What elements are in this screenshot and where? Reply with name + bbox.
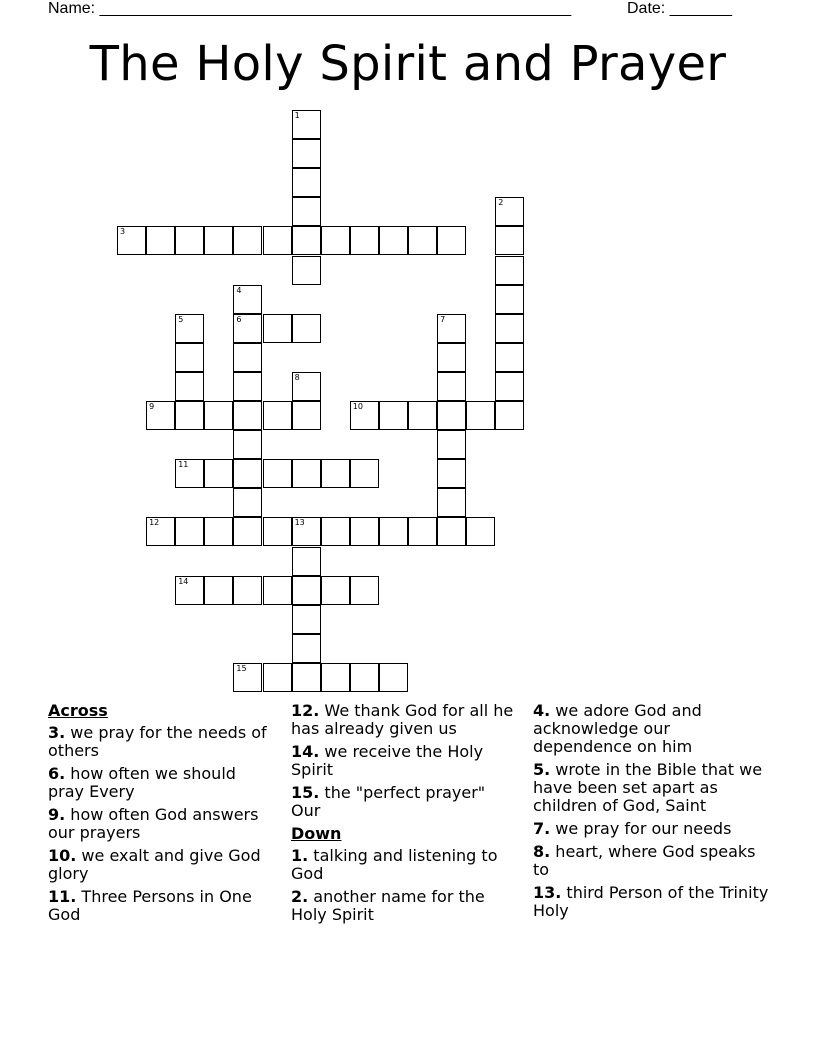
grid-cell[interactable] <box>437 226 466 255</box>
grid-cell[interactable] <box>146 401 175 430</box>
name-label: Name: <box>48 0 96 17</box>
down-heading: Down <box>291 824 342 843</box>
grid-cell[interactable] <box>292 197 321 226</box>
grid-cell[interactable] <box>292 139 321 168</box>
grid-cell[interactable] <box>146 517 175 546</box>
grid-cell[interactable] <box>175 517 204 546</box>
grid-cell[interactable] <box>292 401 321 430</box>
grid-cell[interactable] <box>437 517 466 546</box>
grid-cell[interactable] <box>437 372 466 401</box>
grid-cell[interactable] <box>350 459 379 488</box>
grid-cell[interactable] <box>437 343 466 372</box>
grid-cell[interactable] <box>204 517 233 546</box>
grid-cell[interactable] <box>292 634 321 663</box>
grid-cell[interactable] <box>292 226 321 255</box>
grid-cell[interactable] <box>292 459 321 488</box>
grid-cell[interactable] <box>233 314 262 343</box>
grid-cell[interactable] <box>350 226 379 255</box>
grid-cell[interactable] <box>233 401 262 430</box>
grid-cell[interactable] <box>233 663 262 692</box>
grid-cell[interactable] <box>263 459 292 488</box>
grid-cell[interactable] <box>263 226 292 255</box>
grid-cell[interactable] <box>321 663 350 692</box>
grid-cell[interactable] <box>350 401 379 430</box>
grid-cell[interactable] <box>495 197 524 226</box>
grid-cell[interactable] <box>233 517 262 546</box>
grid-cell[interactable] <box>408 226 437 255</box>
clue-down-1: 1. talking and listening to God <box>291 846 498 883</box>
grid-cell[interactable] <box>292 605 321 634</box>
grid-cell[interactable] <box>146 226 175 255</box>
grid-cell[interactable] <box>321 459 350 488</box>
grid-cell[interactable] <box>292 110 321 139</box>
grid-cell[interactable] <box>292 517 321 546</box>
grid-cell[interactable] <box>233 430 262 459</box>
name-blank[interactable]: _____________________________________________________ <box>99 0 572 17</box>
grid-cell[interactable] <box>379 517 408 546</box>
grid-cell[interactable] <box>495 314 524 343</box>
grid-cell[interactable] <box>117 226 146 255</box>
clue-down-4: 4. we adore God and acknowledge our dependence on him <box>533 701 702 756</box>
grid-cell[interactable] <box>175 314 204 343</box>
grid-cell[interactable] <box>292 663 321 692</box>
clue-down-8: 8. heart, where God speaks to <box>533 842 756 879</box>
grid-cell[interactable] <box>233 372 262 401</box>
grid-cell[interactable] <box>495 372 524 401</box>
grid-cell[interactable] <box>263 663 292 692</box>
grid-cell[interactable] <box>292 372 321 401</box>
clue-down-5: 5. wrote in the Bible that we have been set apart as children of God, Saint <box>533 760 763 815</box>
clue-number: 15 <box>236 663 247 673</box>
grid-cell[interactable] <box>495 401 524 430</box>
date-blank[interactable]: _______ <box>669 0 732 17</box>
grid-cell[interactable] <box>292 314 321 343</box>
grid-cell[interactable] <box>350 663 379 692</box>
clue-number: 11 <box>178 460 189 470</box>
clue-across-12: 12. We thank God for all he has already given us <box>291 701 514 738</box>
grid-cell[interactable] <box>466 401 495 430</box>
clue-down-2: 2. another name for the Holy Spirit <box>291 887 485 924</box>
grid-cell[interactable] <box>263 401 292 430</box>
clue-number: 3 <box>120 227 126 237</box>
clue-number: 2 <box>498 198 504 208</box>
grid-cell[interactable] <box>350 517 379 546</box>
clue-column-1 <box>48 702 276 929</box>
grid-cell[interactable] <box>495 343 524 372</box>
clue-across-3: 3. we pray for the needs of others <box>48 723 267 760</box>
grid-cell[interactable] <box>321 517 350 546</box>
clue-down-7: 7. we pray for our needs <box>533 819 732 838</box>
grid-cell[interactable] <box>437 430 466 459</box>
grid-cell[interactable] <box>437 459 466 488</box>
grid-cell[interactable] <box>379 226 408 255</box>
grid-cell[interactable] <box>233 488 262 517</box>
grid-cell[interactable] <box>379 401 408 430</box>
clue-across-15: 15. the "perfect prayer" Our <box>291 783 486 820</box>
grid-cell[interactable] <box>263 576 292 605</box>
grid-cell[interactable] <box>175 576 204 605</box>
grid-cell[interactable] <box>204 401 233 430</box>
clue-number: 10 <box>352 402 363 411</box>
grid-cell[interactable] <box>263 517 292 546</box>
grid-cell[interactable] <box>175 372 204 401</box>
clue-column-2 <box>291 702 519 929</box>
grid-cell[interactable] <box>350 576 379 605</box>
grid-cell[interactable] <box>233 226 262 255</box>
grid-cell[interactable] <box>175 343 204 372</box>
clue-column-3 <box>533 702 769 925</box>
grid-cell[interactable] <box>233 285 262 314</box>
grid-cell[interactable] <box>437 488 466 517</box>
grid-cell[interactable] <box>466 517 495 546</box>
grid-cell[interactable] <box>437 401 466 430</box>
grid-cell[interactable] <box>175 459 204 488</box>
grid-cell[interactable] <box>437 314 466 343</box>
grid-cell[interactable] <box>321 576 350 605</box>
grid-cell[interactable] <box>408 401 437 430</box>
clue-across-10: 10. we exalt and give God glory <box>48 846 261 883</box>
date-label: Date: <box>627 0 666 17</box>
grid-cell[interactable] <box>233 459 262 488</box>
grid-cell[interactable] <box>175 401 204 430</box>
clue-number: 4 <box>236 285 242 295</box>
grid-cell[interactable] <box>292 576 321 605</box>
grid-cell[interactable] <box>321 226 350 255</box>
grid-cell[interactable] <box>204 459 233 488</box>
grid-cell[interactable] <box>292 547 321 576</box>
clue-number: 8 <box>294 372 300 382</box>
across-heading: Across <box>48 701 108 720</box>
grid-cell[interactable] <box>263 314 292 343</box>
grid-cell[interactable] <box>204 576 233 605</box>
page-title: The Holy Spirit and Prayer <box>89 36 727 92</box>
grid-cell[interactable] <box>379 663 408 692</box>
clue-number: 7 <box>440 314 446 324</box>
grid-cell[interactable] <box>495 226 524 255</box>
clue-number: 13 <box>294 518 305 528</box>
grid-cell[interactable] <box>233 343 262 372</box>
grid-cell[interactable] <box>204 226 233 255</box>
clue-number: 12 <box>149 518 160 528</box>
grid-cell[interactable] <box>495 256 524 285</box>
clue-across-11: 11. Three Persons in One God <box>48 887 252 924</box>
clue-number: 9 <box>149 402 155 411</box>
grid-cell[interactable] <box>233 576 262 605</box>
clue-number: 5 <box>178 314 184 324</box>
grid-cell[interactable] <box>292 256 321 285</box>
grid-cell[interactable] <box>292 168 321 197</box>
grid-cell[interactable] <box>408 517 437 546</box>
grid-cell[interactable] <box>495 285 524 314</box>
clue-number: 6 <box>236 314 242 324</box>
clue-across-9: 9. how often God answers our prayers <box>48 805 259 842</box>
clue-across-14: 14. we receive the Holy Spirit <box>291 742 484 779</box>
grid-cell[interactable] <box>175 226 204 255</box>
clue-number: 14 <box>178 576 189 586</box>
clue-down-13: 13. third Person of the Trinity Holy <box>533 883 769 920</box>
clue-across-6: 6. how often we should pray Every <box>48 764 236 801</box>
clue-number: 1 <box>294 111 300 120</box>
